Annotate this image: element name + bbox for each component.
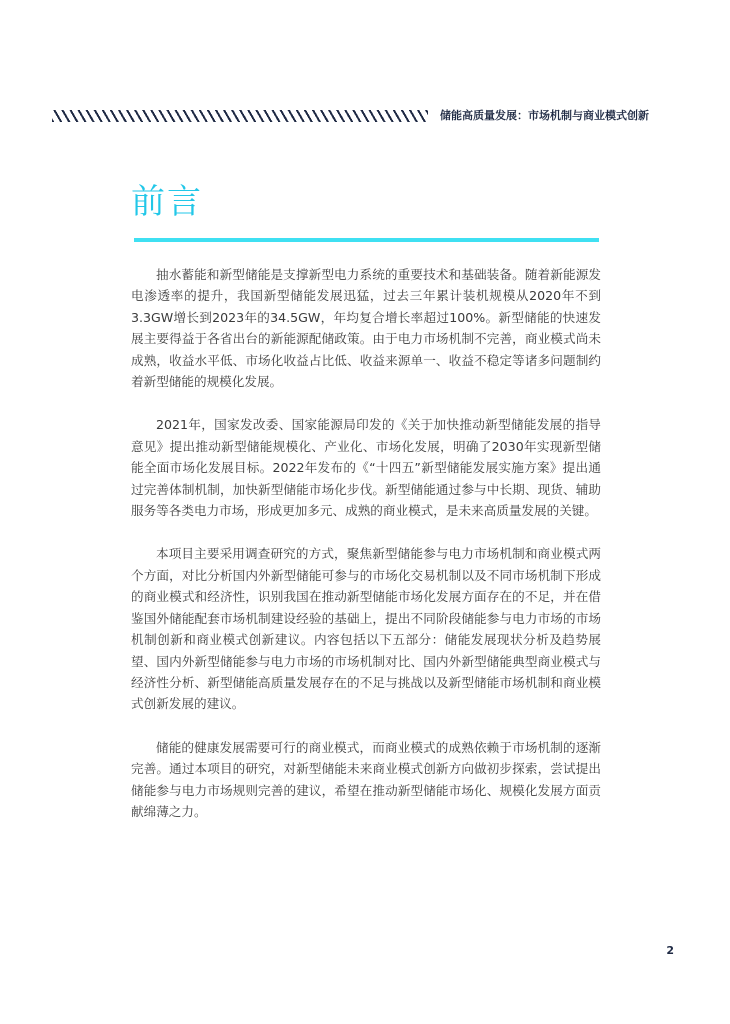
paragraph-1: 抽水蓄能和新型储能是支撑新型电力系统的重要技术和基础装备。随着新能源发电渗透率的提升，我国新型储能发展迅猛，过去三年累计装机规模从2020年不到3.3GW增长到2023年的34.5GW，年均复合增长率超过100%。新型储能的快速发展主要得益于各省出台的新能源配储政策。由于电力市场机制不完善，商业模式尚未成熟，收益水平低、市场化收益占比低、收益来源单一、收益不稳定等诸多问题制约着新型储能的规模化发展。 (131, 267, 601, 390)
page-number: 2 (666, 944, 674, 957)
paragraph-4: 储能的健康发展需要可行的商业模式，而商业模式的成熟依赖于市场机制的逐渐完善。通过本项目的研究，对新型储能未来商业模式创新方向做初步探索，尝试提出储能参与电力市场规则完善的建议，希望在推动新型储能市场化、规模化发展方面贡献绵薄之力。 (131, 739, 601, 819)
body-text (131, 264, 601, 844)
header-title: 储能高质量发展：市场机制与商业模式创新 (440, 109, 649, 122)
heading-divider (134, 238, 599, 242)
page-title: 前言 (131, 182, 203, 222)
header-stripe-decoration (52, 110, 428, 122)
paragraph-2: 2021年，国家发改委、国家能源局印发的《关于加快推动新型储能发展的指导意见》提出推动新型储能规模化、产业化、市场化发展，明确了2030年实现新型储能全面市场化发展目标。2022年发布的《“十四五”新型储能发展实施方案》提出通过完善体制机制，加快新型储能市场化步伐。新型储能通过参与中长期、现货、辅助服务等各类电力市场，形成更加多元、成熟的商业模式，是未来高质量发展的关键。 (131, 417, 601, 519)
paragraph-3: 本项目主要采用调查研究的方式，聚焦新型储能参与电力市场机制和商业模式两个方面，对比分析国内外新型储能可参与的市场化交易机制以及不同市场机制下形成的商业模式和经济性，识别我国在推动新型储能市场化发展方面存在的不足，并在借鉴国外储能配套市场机制建设经验的基础上，提出不同阶段储能参与电力市场的市场机制创新和商业模式创新建议。内容包括以下五部分：储能发展现状分析及趋势展望、国内外新型储能参与电力市场的市场机制对比、国内外新型储能典型商业模式与经济性分析、新型储能高质量发展存在的不足与挑战以及新型储能市场机制和商业模式创新发展的建议。 (131, 546, 601, 712)
